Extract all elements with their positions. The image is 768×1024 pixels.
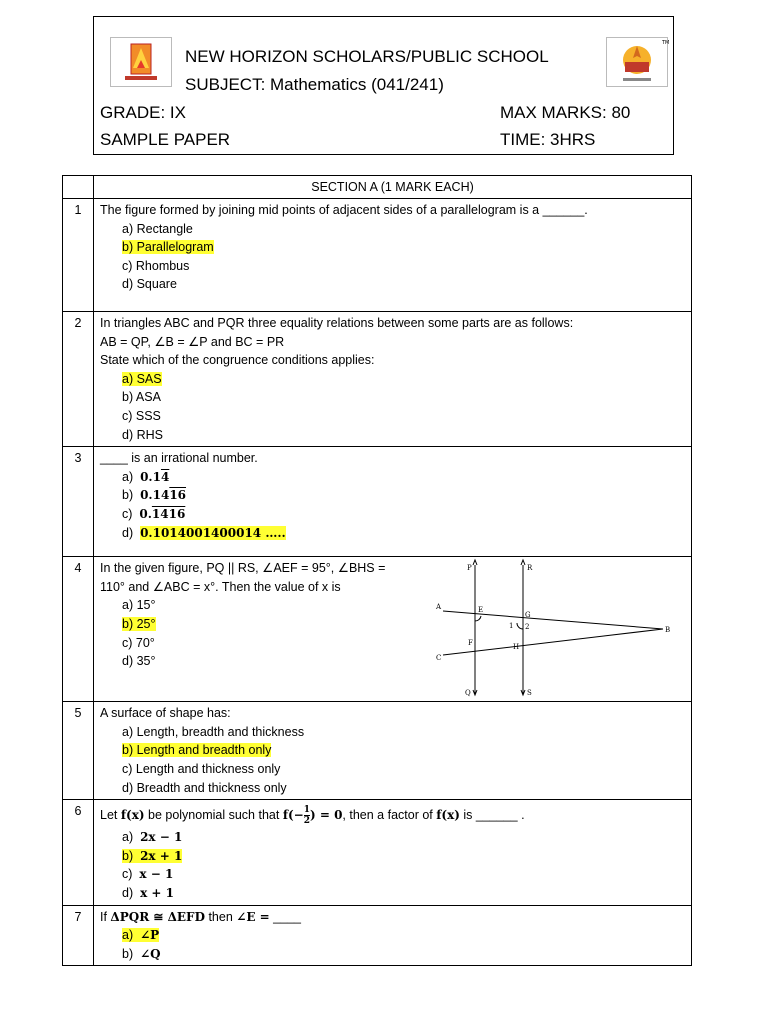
question-given: AB = QP, ∠B = ∠P and BC = PR bbox=[100, 334, 285, 349]
section-num-cell bbox=[63, 176, 94, 199]
option-list bbox=[100, 468, 685, 542]
option-list bbox=[100, 220, 685, 294]
label-S: S bbox=[527, 689, 532, 698]
option-label: d) bbox=[122, 525, 134, 540]
question-number: 1 bbox=[63, 199, 94, 312]
question-body bbox=[94, 312, 692, 447]
option-a: a) 15° bbox=[122, 598, 156, 613]
option-label: c) bbox=[122, 867, 133, 882]
question-body bbox=[94, 702, 692, 800]
option-list bbox=[100, 723, 685, 797]
question-text bbox=[100, 802, 685, 828]
repeating-digits: 4 bbox=[160, 469, 170, 484]
option-d: d) RHS bbox=[122, 427, 163, 442]
repeating-digits: 16 bbox=[169, 488, 187, 503]
option-list bbox=[100, 828, 685, 902]
question-row-7 bbox=[63, 905, 692, 966]
parallel-lines-figure bbox=[433, 559, 683, 699]
label-F: F bbox=[468, 639, 473, 648]
option-c bbox=[122, 865, 685, 884]
option-d: d) 35° bbox=[122, 654, 156, 669]
option-a bbox=[122, 828, 685, 847]
school-emblem-icon bbox=[607, 38, 670, 86]
option-a bbox=[122, 468, 685, 487]
section-title: SECTION A (1 MARK EACH) bbox=[94, 176, 692, 199]
option-value: ∠Q bbox=[140, 946, 161, 961]
highlighted-answer bbox=[122, 928, 159, 942]
denominator: 2 bbox=[303, 816, 310, 827]
question-body bbox=[94, 199, 692, 312]
option-value: x − 1 bbox=[139, 867, 174, 882]
label-1: 1 bbox=[509, 622, 514, 631]
question-body bbox=[94, 557, 692, 702]
decimal-value bbox=[140, 470, 169, 484]
label-C: C bbox=[436, 654, 442, 663]
paper-type-label: SAMPLE PAPER bbox=[100, 130, 231, 149]
option-value: x + 1 bbox=[140, 885, 174, 900]
math-angle: ∠E = bbox=[236, 909, 270, 924]
highlighted-answer: 0.1014001400014 ….. bbox=[140, 525, 286, 540]
section-row bbox=[63, 176, 692, 199]
option-label: b) bbox=[122, 488, 134, 503]
time-label: TIME: 3HRS bbox=[500, 130, 596, 149]
school-name: NEW HORIZON SCHOLARS/PUBLIC SCHOOL bbox=[185, 47, 549, 66]
highlighted-answer: b) Parallelogram bbox=[122, 240, 214, 255]
label-E: E bbox=[478, 606, 484, 615]
option-a: a) Length, breadth and thickness bbox=[122, 724, 305, 739]
school-crest-icon bbox=[111, 38, 171, 86]
option-a-correct bbox=[122, 926, 685, 945]
option-c: c) Length and thickness only bbox=[122, 761, 281, 776]
option-label: c) bbox=[122, 506, 133, 521]
question-text: ____ is an irrational number. bbox=[100, 451, 258, 466]
question-text bbox=[100, 908, 685, 927]
label-B: B bbox=[665, 626, 671, 635]
decimal-value bbox=[139, 507, 185, 521]
option-label: b) bbox=[122, 946, 134, 961]
question-row-1 bbox=[63, 199, 692, 312]
numerator: 1 bbox=[303, 805, 310, 816]
decimal-part: 0.14 bbox=[140, 488, 170, 503]
option-a-correct bbox=[122, 370, 685, 389]
question-table bbox=[62, 175, 692, 966]
question-number: 6 bbox=[63, 800, 94, 905]
text-fragment: , then a factor of bbox=[342, 808, 437, 823]
math-congruence: ΔPQR ≅ ΔEFD bbox=[110, 909, 205, 924]
question-text-cont: 110° and ∠ABC = x°. Then the value of x is bbox=[100, 579, 341, 594]
highlighted-answer: b) Length and breadth only bbox=[122, 743, 272, 758]
question-row-3 bbox=[63, 447, 692, 557]
question-number: 7 bbox=[63, 905, 94, 966]
question-text: A surface of shape has: bbox=[100, 706, 231, 721]
label-R: R bbox=[527, 564, 533, 573]
text-fragment: If bbox=[100, 909, 111, 924]
math-part: f(− bbox=[282, 808, 304, 823]
option-d-correct bbox=[122, 524, 685, 543]
decimal-part: 0.1 bbox=[140, 469, 161, 484]
option-b-correct bbox=[122, 847, 685, 866]
label-G: G bbox=[525, 611, 531, 620]
decimal-part: 0. bbox=[139, 506, 152, 521]
option-a: a) Rectangle bbox=[122, 221, 193, 236]
paper-header bbox=[93, 16, 674, 155]
option-d bbox=[122, 884, 685, 903]
text-fragment: ____ bbox=[269, 909, 301, 924]
label-H: H bbox=[513, 643, 520, 652]
subject-line: SUBJECT: Mathematics (041/241) bbox=[185, 75, 444, 94]
question-row-6 bbox=[63, 800, 692, 905]
math-fx: f(x) bbox=[436, 808, 460, 823]
highlighted-answer bbox=[122, 849, 182, 863]
question-number: 5 bbox=[63, 702, 94, 800]
option-b: b) ASA bbox=[122, 390, 161, 405]
label-P: P bbox=[467, 564, 472, 573]
highlighted-answer: a) SAS bbox=[122, 371, 162, 386]
math-condition bbox=[282, 805, 343, 827]
decimal-value bbox=[140, 488, 186, 502]
repeating-digits: 1416 bbox=[151, 506, 186, 521]
highlighted-answer: b) 25° bbox=[122, 616, 156, 631]
math-part: ) = 0 bbox=[309, 808, 343, 823]
question-prompt: State which of the congruence conditions applies: bbox=[100, 353, 375, 368]
option-value: 2x + 1 bbox=[140, 848, 183, 863]
option-label: a) bbox=[122, 469, 134, 484]
label-Q: Q bbox=[465, 689, 471, 698]
math-fx: f(x) bbox=[120, 808, 145, 823]
question-text: In the given figure, PQ || RS, ∠AEF = 95°, ∠BHS = bbox=[100, 561, 386, 576]
question-row-5 bbox=[63, 702, 692, 800]
option-d: d) Breadth and thickness only bbox=[122, 780, 287, 795]
label-A: A bbox=[436, 603, 442, 612]
text-fragment: Let bbox=[100, 808, 121, 823]
option-value: ∠P bbox=[140, 928, 160, 943]
option-b-correct bbox=[122, 238, 685, 257]
option-c: c) Rhombus bbox=[122, 258, 190, 273]
option-value: 2x − 1 bbox=[140, 830, 183, 845]
max-marks-label: MAX MARKS: 80 bbox=[500, 103, 631, 122]
question-body bbox=[94, 447, 692, 557]
option-c: c) 70° bbox=[122, 635, 155, 650]
label-2: 2 bbox=[525, 623, 530, 632]
text-fragment: be polynomial such that bbox=[144, 808, 283, 823]
text-fragment: is ______ . bbox=[459, 808, 525, 823]
option-label: a) bbox=[122, 830, 134, 845]
question-row-2 bbox=[63, 312, 692, 447]
question-text: In triangles ABC and PQR three equality relations between some parts are as follows: bbox=[100, 316, 574, 330]
school-logo-right bbox=[606, 37, 668, 87]
question-body bbox=[94, 905, 692, 966]
question-row-4 bbox=[63, 557, 692, 702]
option-label: a) bbox=[122, 928, 134, 943]
question-number: 3 bbox=[63, 447, 94, 557]
trademark-mark: TM bbox=[662, 40, 670, 46]
question-text: The figure formed by joining mid points of adjacent sides of a parallelogram is a ______. bbox=[100, 203, 588, 217]
school-logo-left bbox=[110, 37, 172, 87]
question-number: 2 bbox=[63, 312, 94, 447]
option-b-correct bbox=[122, 741, 685, 760]
option-list bbox=[100, 926, 685, 963]
option-label: b) bbox=[122, 848, 134, 863]
option-b bbox=[122, 945, 685, 964]
question-body bbox=[94, 800, 692, 905]
option-list bbox=[100, 370, 685, 444]
grade-label: GRADE: IX bbox=[100, 103, 186, 122]
option-b bbox=[122, 486, 685, 505]
option-c: c) SSS bbox=[122, 408, 161, 423]
text-fragment: then bbox=[204, 909, 237, 924]
option-d: d) Square bbox=[122, 277, 177, 292]
question-number: 4 bbox=[63, 557, 94, 702]
option-label: d) bbox=[122, 885, 134, 900]
option-c bbox=[122, 505, 685, 524]
